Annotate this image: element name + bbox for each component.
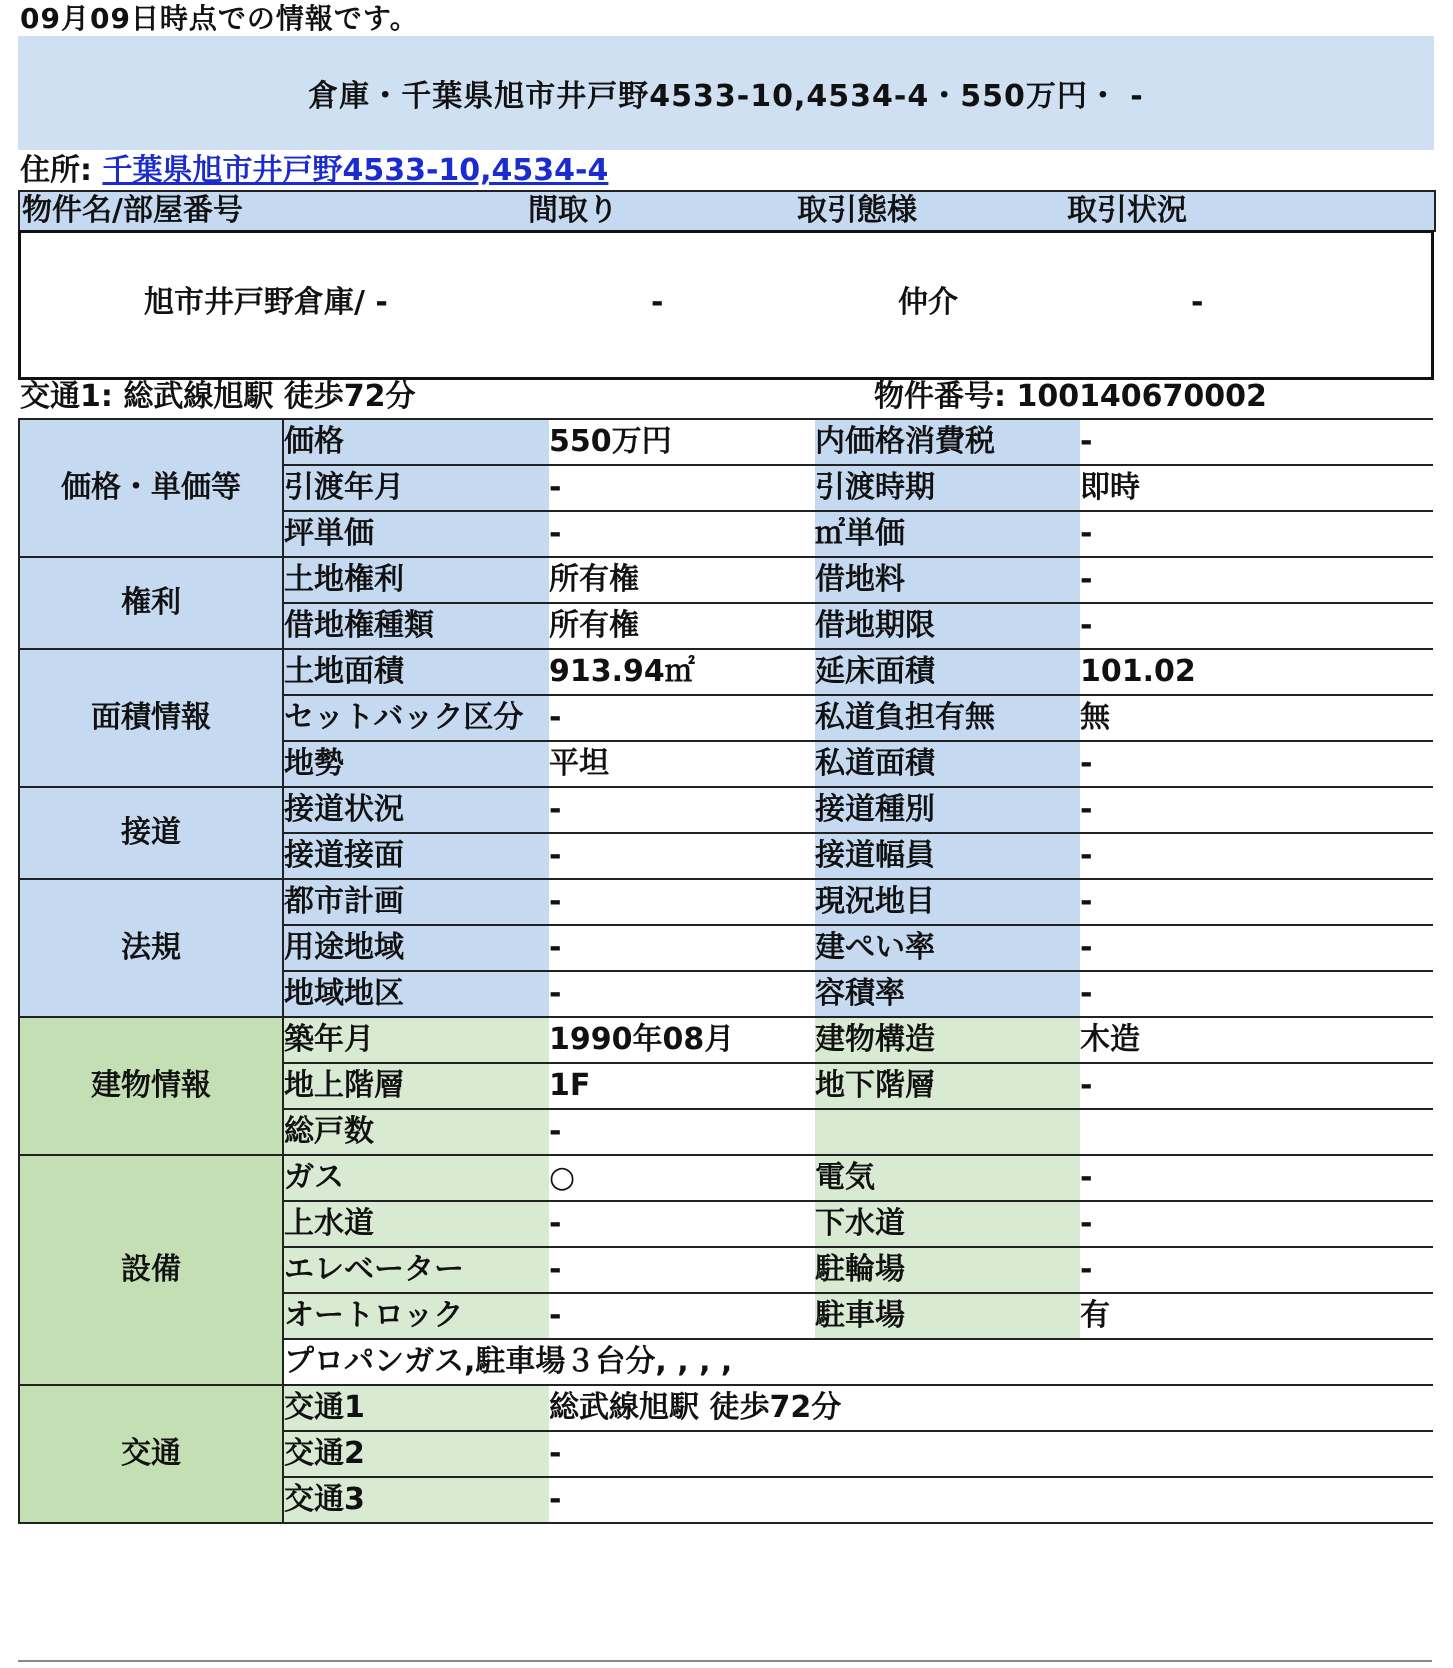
- equipment-note: プロパンガス,駐車場３台分, , , ,: [283, 1339, 1433, 1385]
- field-value: 1F: [549, 1063, 815, 1109]
- section-transport: 交通: [19, 1385, 283, 1523]
- field-label: 電気: [815, 1155, 1080, 1201]
- field-label: 引渡時期: [815, 465, 1080, 511]
- listing-layout: -: [651, 285, 664, 320]
- field-value: -: [549, 971, 815, 1017]
- field-value: -: [1080, 1155, 1433, 1201]
- field-value: -: [549, 1247, 815, 1293]
- field-label: 交通3: [283, 1477, 549, 1523]
- field-label: 都市計画: [283, 879, 549, 925]
- section-law: 法規: [19, 879, 283, 1017]
- field-label: [815, 1109, 1080, 1155]
- field-value: 1990年08月: [549, 1017, 815, 1063]
- listing-header: [18, 190, 1436, 232]
- field-value: -: [1080, 557, 1433, 603]
- header-name-room: 物件名/部屋番号: [22, 193, 243, 228]
- section-area: 面積情報: [19, 649, 283, 787]
- field-value: -: [1080, 511, 1433, 557]
- field-value: -: [1080, 1247, 1433, 1293]
- field-label: エレベーター: [283, 1247, 549, 1293]
- field-label: 接道種別: [815, 787, 1080, 833]
- field-value: 即時: [1080, 465, 1433, 511]
- table-row: [19, 1385, 1433, 1431]
- listing-status: -: [1191, 285, 1204, 320]
- field-value: -: [1080, 879, 1433, 925]
- field-value: -: [549, 1201, 815, 1247]
- field-label: 私道負担有無: [815, 695, 1080, 741]
- table-row: [19, 787, 1433, 833]
- field-label: 交通1: [283, 1385, 549, 1431]
- field-value: -: [1080, 1201, 1433, 1247]
- property-number: 物件番号: 100140670002: [874, 379, 1267, 414]
- field-label: 容積率: [815, 971, 1080, 1017]
- field-value: -: [549, 1477, 1433, 1523]
- field-value: ○: [549, 1155, 815, 1201]
- field-value: 無: [1080, 695, 1433, 741]
- field-label: オートロック: [283, 1293, 549, 1339]
- field-value: -: [1080, 1063, 1433, 1109]
- field-value: -: [1080, 971, 1433, 1017]
- field-label: 地上階層: [283, 1063, 549, 1109]
- field-value: -: [549, 925, 815, 971]
- field-label: 接道接面: [283, 833, 549, 879]
- field-label: 総戸数: [283, 1109, 549, 1155]
- field-value: -: [1080, 419, 1433, 465]
- field-value: -: [1080, 741, 1433, 787]
- field-label: 地下階層: [815, 1063, 1080, 1109]
- section-road: 接道: [19, 787, 283, 879]
- field-value: 所有権: [549, 557, 815, 603]
- page-title: 倉庫・千葉県旭市井戸野4533-10,4534-4・550万円・ -: [18, 36, 1434, 150]
- section-equipment: 設備: [19, 1155, 283, 1385]
- listing-name-room: 旭市井戸野倉庫/ -: [144, 285, 388, 320]
- field-label: 内価格消費税: [815, 419, 1080, 465]
- as-of-date: 09月09日時点での情報です。: [20, 2, 419, 35]
- listing-transaction: 仲介: [898, 285, 958, 320]
- field-value: 平坦: [549, 741, 815, 787]
- details-table: [18, 418, 1433, 1524]
- address-label: 住所:: [20, 153, 92, 188]
- field-label: ガス: [283, 1155, 549, 1201]
- field-label: 下水道: [815, 1201, 1080, 1247]
- field-label: 接道幅員: [815, 833, 1080, 879]
- field-value: -: [549, 1109, 815, 1155]
- field-value: -: [549, 511, 815, 557]
- field-value: -: [549, 695, 815, 741]
- field-label: 建物構造: [815, 1017, 1080, 1063]
- field-value: -: [549, 1431, 1433, 1477]
- field-value: -: [549, 833, 815, 879]
- field-value: -: [1080, 833, 1433, 879]
- field-label: 土地権利: [283, 557, 549, 603]
- field-value: 550万円: [549, 419, 815, 465]
- field-value: 所有権: [549, 603, 815, 649]
- field-value: 有: [1080, 1293, 1433, 1339]
- field-label: 借地料: [815, 557, 1080, 603]
- traffic-summary: 交通1: 総武線旭駅 徒歩72分: [20, 379, 416, 414]
- table-row: [19, 1017, 1433, 1063]
- field-label: 坪単価: [283, 511, 549, 557]
- field-label: 私道面積: [815, 741, 1080, 787]
- table-row: [19, 649, 1433, 695]
- field-label: 用途地域: [283, 925, 549, 971]
- field-value: -: [549, 879, 815, 925]
- field-value: [1080, 1109, 1433, 1155]
- table-row: [19, 557, 1433, 603]
- field-label: 接道状況: [283, 787, 549, 833]
- address-line: [20, 152, 608, 190]
- field-value: -: [1080, 603, 1433, 649]
- section-rights: 権利: [19, 557, 283, 649]
- field-label: セットバック区分: [283, 695, 549, 741]
- table-row: [19, 419, 1433, 465]
- bottom-divider: [18, 1660, 1432, 1662]
- field-value: -: [1080, 787, 1433, 833]
- table-row: [19, 879, 1433, 925]
- field-value: -: [549, 1293, 815, 1339]
- field-label: ㎡単価: [815, 511, 1080, 557]
- field-label: 現況地目: [815, 879, 1080, 925]
- listing-summary: [18, 230, 1434, 380]
- field-value: 総武線旭駅 徒歩72分: [549, 1385, 1433, 1431]
- field-label: 駐輪場: [815, 1247, 1080, 1293]
- field-value: 913.94㎡: [549, 649, 815, 695]
- field-label: 地域地区: [283, 971, 549, 1017]
- section-price: 価格・単価等: [19, 419, 283, 557]
- field-value: 木造: [1080, 1017, 1433, 1063]
- field-label: 上水道: [283, 1201, 549, 1247]
- field-label: 借地期限: [815, 603, 1080, 649]
- header-layout: 間取り: [528, 193, 618, 228]
- header-status: 取引状況: [1067, 193, 1187, 228]
- field-value: -: [1080, 925, 1433, 971]
- field-label: 築年月: [283, 1017, 549, 1063]
- table-row: [19, 1155, 1433, 1201]
- field-label: 建ぺい率: [815, 925, 1080, 971]
- section-building: 建物情報: [19, 1017, 283, 1155]
- field-value: 101.02: [1080, 649, 1433, 695]
- field-value: -: [549, 465, 815, 511]
- address-link[interactable]: 千葉県旭市井戸野4533-10,4534-4: [102, 153, 609, 188]
- field-label: 延床面積: [815, 649, 1080, 695]
- field-value: -: [549, 787, 815, 833]
- field-label: 駐車場: [815, 1293, 1080, 1339]
- field-label: 土地面積: [283, 649, 549, 695]
- field-label: 交通2: [283, 1431, 549, 1477]
- field-label: 価格: [283, 419, 549, 465]
- field-label: 借地権種類: [283, 603, 549, 649]
- header-transaction: 取引態様: [797, 193, 917, 228]
- field-label: 地勢: [283, 741, 549, 787]
- field-label: 引渡年月: [283, 465, 549, 511]
